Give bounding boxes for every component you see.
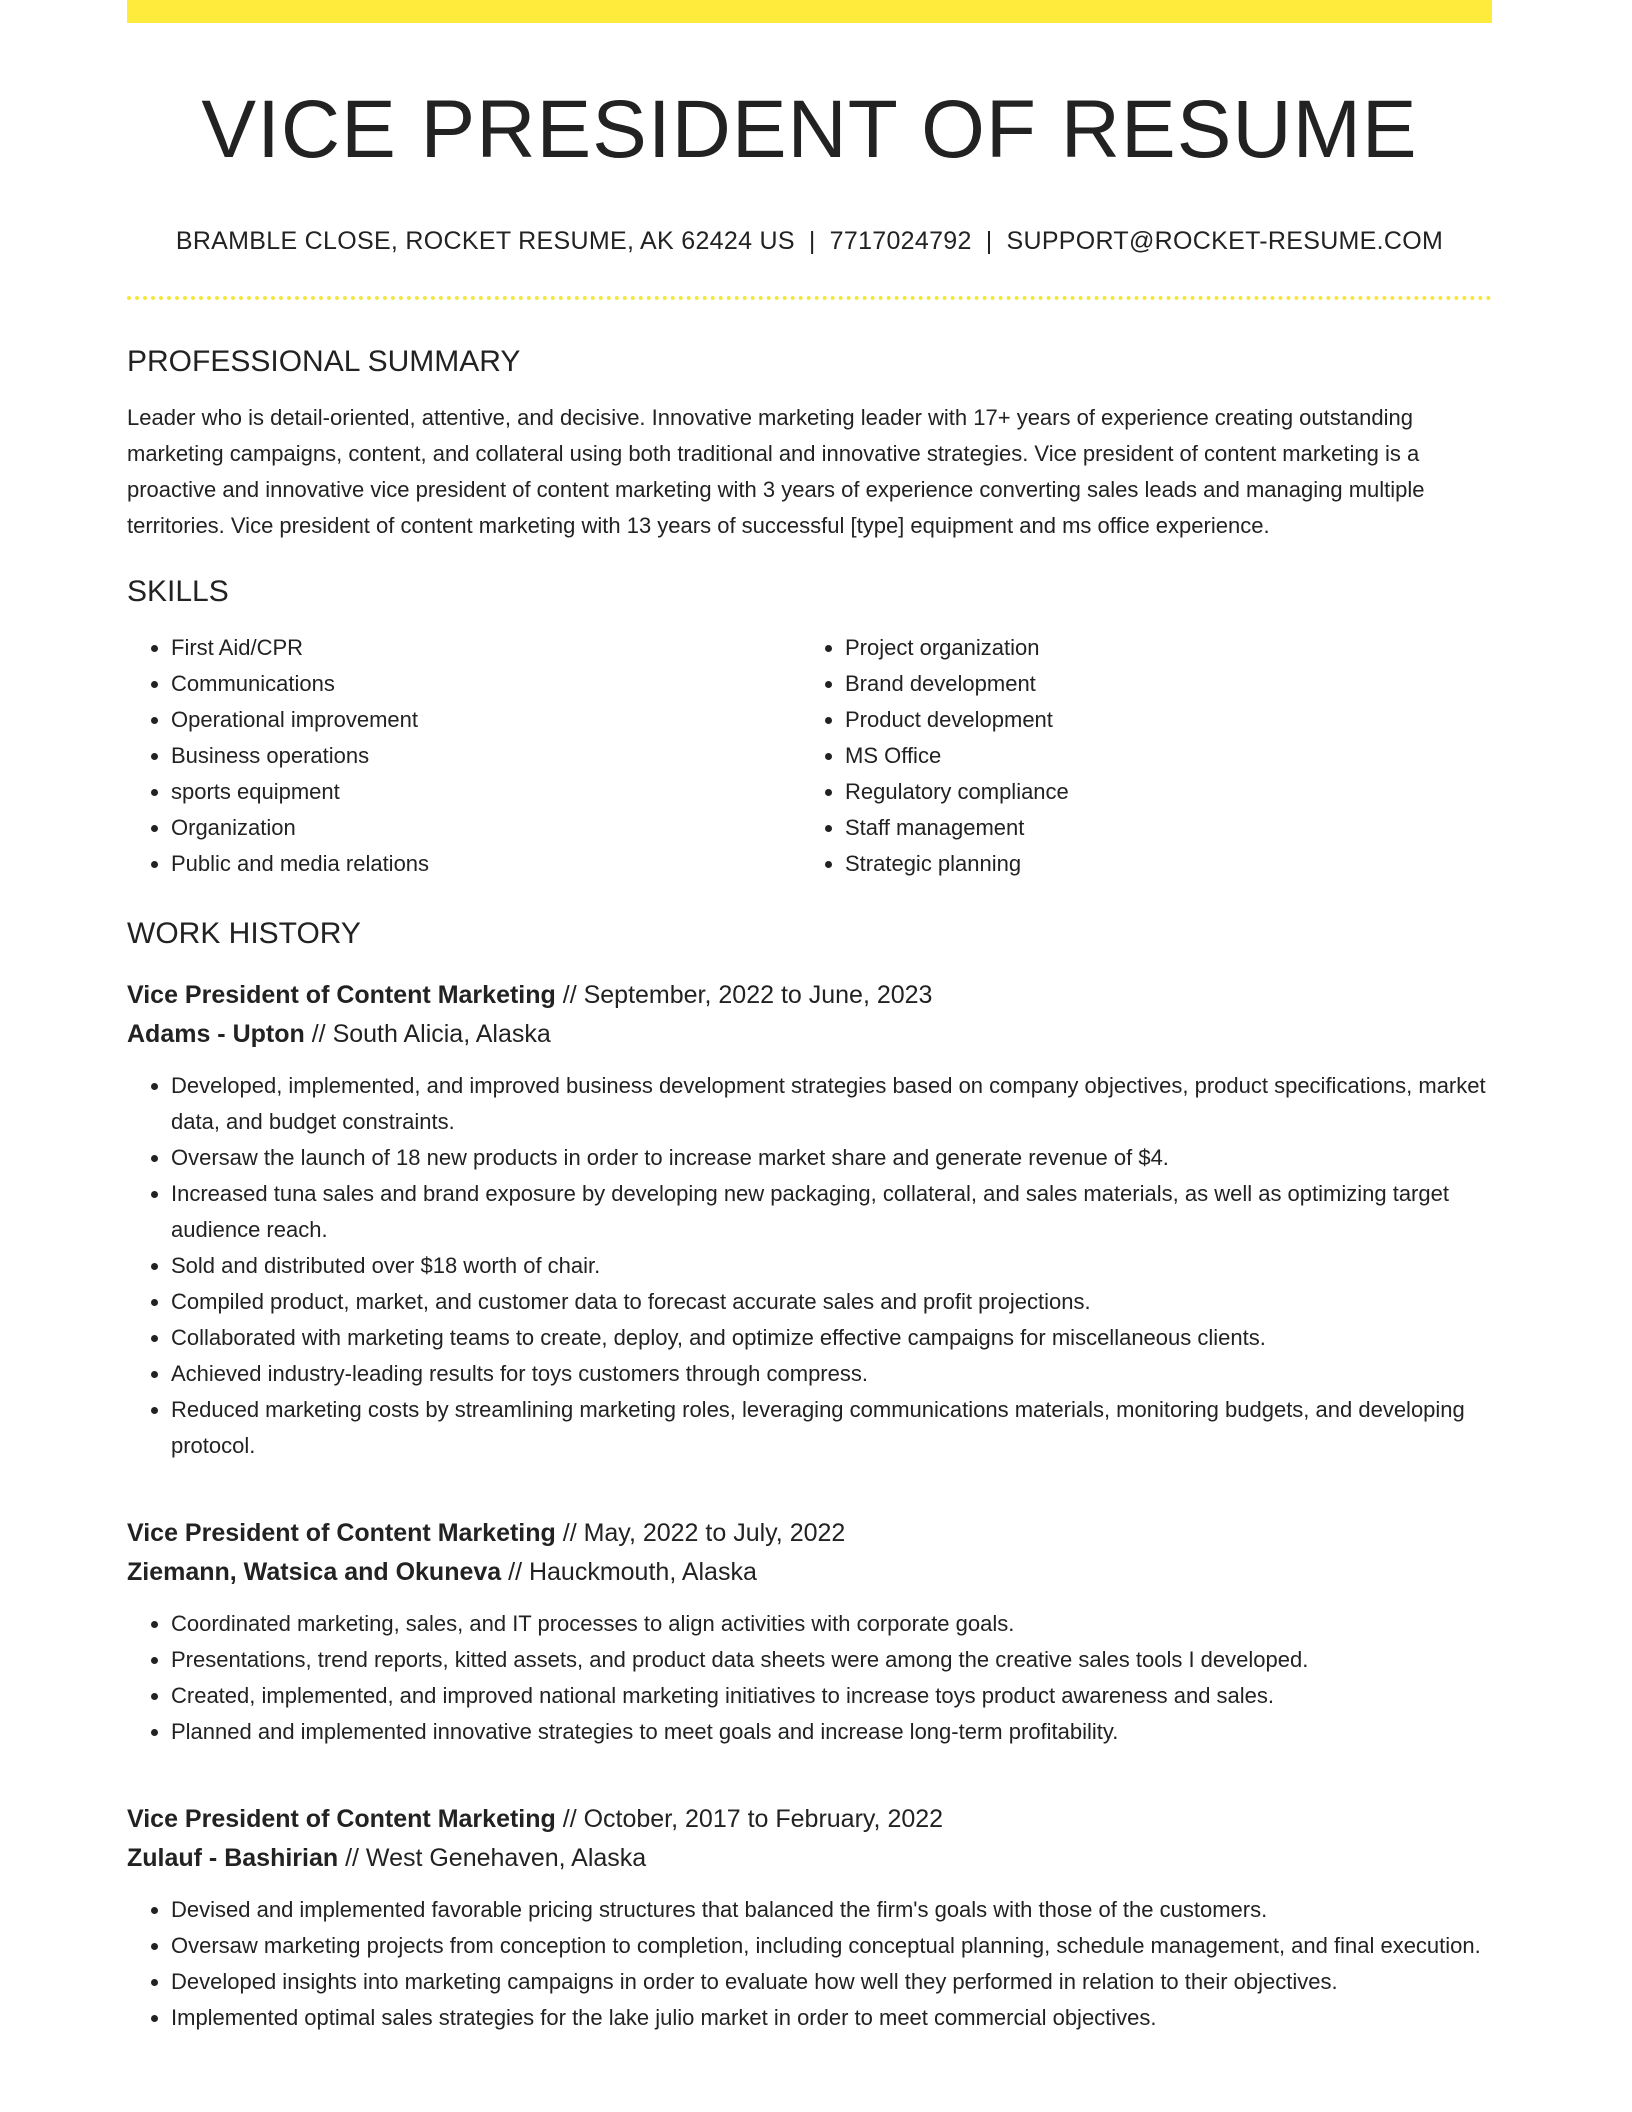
job-entry [127,1800,1492,2036]
contact-line [127,224,1492,258]
job-bullet: • Oversaw the launch of 18 new products in order to increase market share and generate revenue of $4. [171,1140,1492,1176]
contact-phone: 7717024792 [829,227,972,255]
job-entry [127,976,1492,1464]
job-company: Ziemann, Watsica and Okuneva [127,1558,502,1586]
job-bullet: • Reduced marketing costs by streamlining marketing roles, leveraging communications materials, monitoring budgets, and developing protocol. [171,1392,1492,1464]
job-role: Vice President of Content Marketing [127,1519,556,1547]
contact-separator: | [985,227,993,255]
skill-item: • Communications [171,666,801,702]
skill-item: • Product development [845,702,1475,738]
job-company: Zulauf - Bashirian [127,1844,339,1872]
job-bullet: • Oversaw marketing projects from conception to completion, including conceptual planning, schedule management, and final execution. [171,1928,1492,1964]
job-bullets [127,1892,1492,2036]
job-dates: // October, 2017 to February, 2022 [555,1805,944,1833]
job-location: // South Alicia, Alaska [304,1020,551,1048]
skill-item: • sports equipment [171,774,801,810]
summary-heading: PROFESSIONAL SUMMARY [127,345,521,378]
skill-item: • MS Office [845,738,1475,774]
job-entry [127,1514,1492,1750]
job-bullet: • Implemented optimal sales strategies for the lake julio market in order to meet commercial objectives. [171,2000,1492,2036]
job-dates: // September, 2022 to June, 2023 [555,981,933,1009]
job-company-line [127,1553,1492,1592]
skill-item: • Brand development [845,666,1475,702]
job-bullet: • Devised and implemented favorable pricing structures that balanced the firm's goals with those of the customers. [171,1892,1492,1928]
job-company: Adams - Upton [127,1020,305,1048]
summary-text: Leader who is detail-oriented, attentive, and decisive. Innovative marketing leader with 17+ years of experience creating outstanding marketing campaigns, content, and collateral using both traditional and innovative strategies. Vice president of content marketing is a proactive and innovative vice president of content marketing with 3 years of experience converting sales leads and managing multiple territories. Vice president of content marketing with 13 years of successful [type] equipment and ms office experience. [127,405,1425,538]
job-bullets [127,1068,1492,1464]
skills-column-left [127,630,801,882]
contact-address: BRAMBLE CLOSE, ROCKET RESUME, AK 62424 US [175,227,795,255]
job-bullet: • Achieved industry-leading results for toys customers through compress. [171,1356,1492,1392]
job-bullet: • Presentations, trend reports, kitted assets, and product data sheets were among the creative sales tools I developed. [171,1642,1492,1678]
job-bullets [127,1606,1492,1750]
job-location: // Hauckmouth, Alaska [501,1558,757,1586]
skills-heading: SKILLS [127,575,229,608]
job-bullet: • Coordinated marketing, sales, and IT processes to align activities with corporate goals. [171,1606,1492,1642]
skill-item: • Public and media relations [171,846,801,882]
skill-item: • Regulatory compliance [845,774,1475,810]
contact-email: SUPPORT@ROCKET-RESUME.COM [1006,227,1444,255]
job-company-line [127,1839,1492,1878]
job-bullet: • Increased tuna sales and brand exposure by developing new packaging, collateral, and sales materials, as well as optimizing target audience reach. [171,1176,1492,1248]
job-bullet: • Developed insights into marketing campaigns in order to evaluate how well they performed in relation to their objectives. [171,1964,1492,2000]
skill-item: • Business operations [171,738,801,774]
job-role: Vice President of Content Marketing [127,981,556,1009]
job-dates: // May, 2022 to July, 2022 [555,1519,846,1547]
job-bullet: • Compiled product, market, and customer data to forecast accurate sales and profit projections. [171,1284,1492,1320]
resume-content [127,0,1492,2036]
skills-list [127,630,1492,882]
job-bullet: • Planned and implemented innovative strategies to meet goals and increase long-term profitability. [171,1714,1492,1750]
job-bullet: • Created, implemented, and improved national marketing initiatives to increase toys product awareness and sales. [171,1678,1492,1714]
skill-item: • Project organization [845,630,1475,666]
job-bullet: • Developed, implemented, and improved business development strategies based on company objectives, product specifications, market data, and budget constraints. [171,1068,1492,1140]
job-role: Vice President of Content Marketing [127,1805,556,1833]
skill-item: • Staff management [845,810,1475,846]
contact-separator: | [808,227,816,255]
job-role-line [127,976,1492,1015]
resume-name: VICE PRESIDENT OF RESUME [201,84,1418,175]
skills-column-right [801,630,1475,882]
job-role-line [127,1800,1492,1839]
skill-item: • Strategic planning [845,846,1475,882]
job-role-line [127,1514,1492,1553]
dotted-divider [127,296,1492,300]
skill-item: • First Aid/CPR [171,630,801,666]
work-history-heading: WORK HISTORY [127,917,361,950]
job-bullet: • Collaborated with marketing teams to create, deploy, and optimize effective campaigns for miscellaneous clients. [171,1320,1492,1356]
skill-item: • Operational improvement [171,702,801,738]
job-location: // West Genehaven, Alaska [338,1844,647,1872]
skill-item: • Organization [171,810,801,846]
job-company-line [127,1015,1492,1054]
job-bullet: • Sold and distributed over $18 worth of chair. [171,1248,1492,1284]
